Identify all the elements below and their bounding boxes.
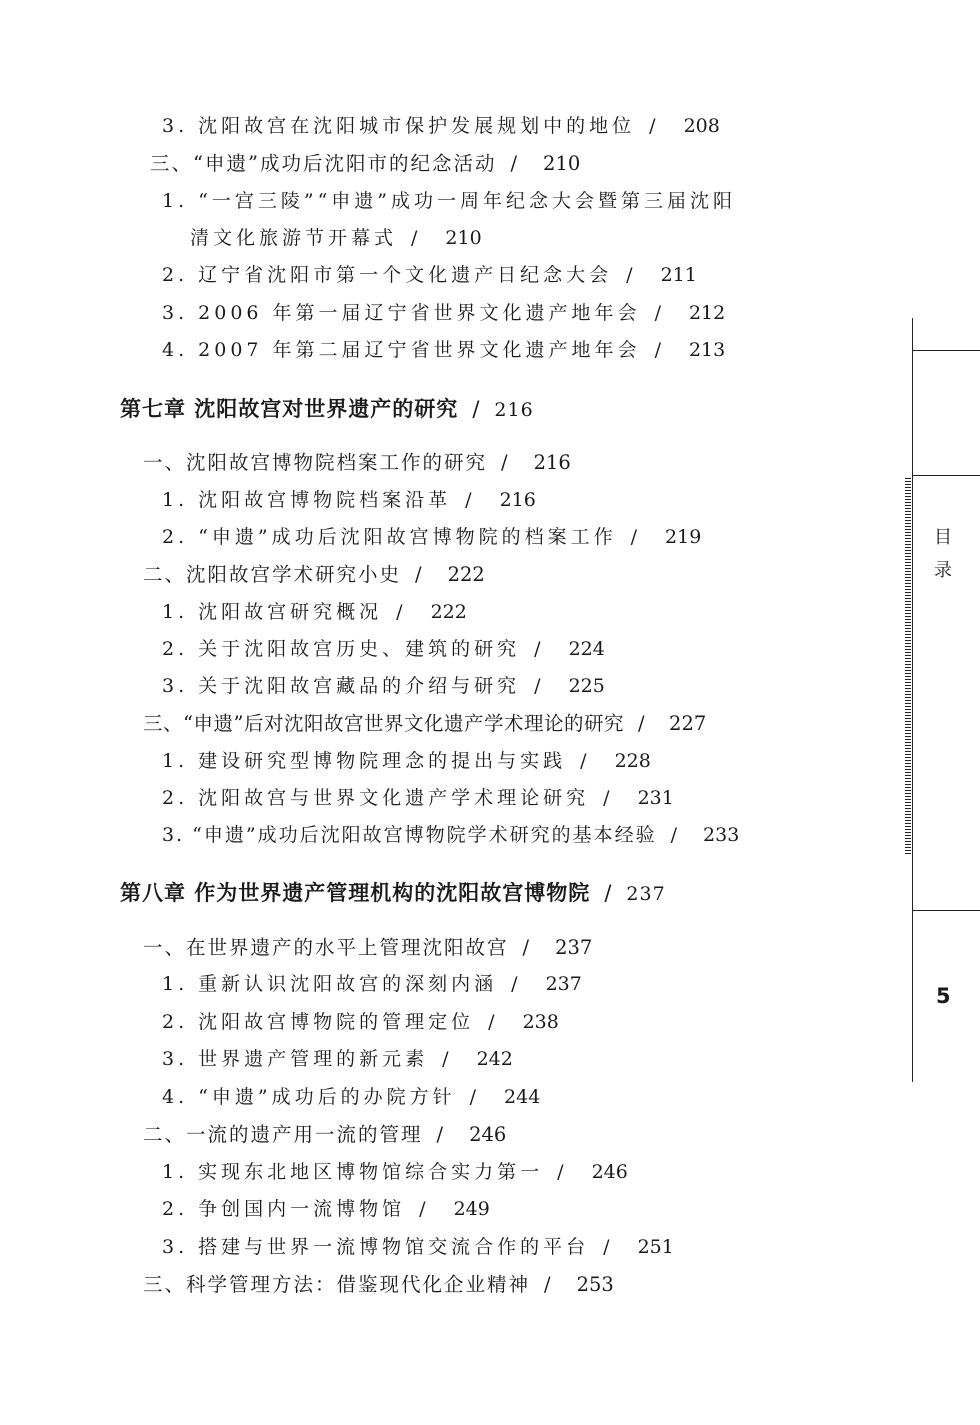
entry-text: 2. 关于沈阳故宫历史、建筑的研究: [162, 638, 521, 660]
entry-separator: /: [501, 451, 510, 474]
entry-text: 3. 世界遗产管理的新元素: [162, 1048, 429, 1070]
entry-text: 二、一流的遗产用一流的管理: [143, 1123, 423, 1146]
entry-separator: /: [557, 1161, 568, 1183]
toc-section-entry: [143, 447, 571, 475]
toc-section-entry: [143, 1269, 614, 1297]
entry-separator: /: [436, 1123, 446, 1146]
entry-separator: /: [630, 526, 642, 548]
entry-text: 3. 2006 年第一届辽宁省世界文化遗产地年会: [162, 302, 641, 324]
entry-separator: /: [603, 1236, 614, 1258]
entry-separator: /: [510, 152, 520, 175]
entry-separator: /: [604, 881, 613, 905]
entry-text: 1. 沈阳故宫研究概况: [162, 601, 383, 623]
entry-page-number: 208: [683, 115, 720, 137]
entry-page-number: 211: [660, 264, 697, 286]
entry-page-number: 216: [494, 399, 534, 421]
entry-separator: /: [396, 601, 407, 623]
toc-entry: [162, 1194, 490, 1221]
toc-entry: [162, 1232, 674, 1259]
toc-entry: [162, 969, 582, 996]
chapter-title: 第七章 沈阳故宫对世界遗产的研究: [120, 397, 459, 421]
toc-entry: [162, 746, 651, 773]
entry-text: 三、“申遗”后对沈阳故宫世界文化遗产学术理论的研究: [143, 712, 624, 735]
entry-text: 3. 沈阳故宫在沈阳城市保护发展规划中的地位: [162, 115, 636, 137]
toc-entry: [162, 634, 605, 661]
entry-page-number: 210: [445, 227, 482, 249]
entry-separator: /: [442, 1048, 453, 1070]
toc-entry: [162, 783, 674, 810]
entry-page-number: 224: [568, 638, 605, 660]
toc-entry: [162, 298, 725, 325]
entry-text: 1. 沈阳故宫博物院档案沿革: [162, 489, 452, 511]
entry-text: 1. 重新认识沈阳故宫的深刻内涵: [162, 973, 498, 995]
entry-text: 4. 2007 年第二届辽宁省世界文化遗产地年会: [162, 339, 641, 361]
entry-page-number: 222: [447, 563, 485, 586]
entry-separator: /: [544, 1273, 553, 1296]
entry-text: 3. 搭建与世界一流博物馆交流合作的平台: [162, 1236, 590, 1258]
entry-text: 二、沈阳故宫学术研究小史: [143, 563, 402, 586]
entry-page-number: 219: [665, 526, 702, 548]
entry-text: 2. 辽宁省沈阳市第一个文化遗产日纪念大会: [162, 264, 613, 286]
entry-separator: /: [626, 264, 637, 286]
entry-text: 三、科学管理方法：借鉴现代化企业精神: [143, 1273, 531, 1296]
toc-entry: [162, 1157, 628, 1184]
entry-separator: /: [472, 397, 481, 421]
entry-page-number: 210: [543, 152, 581, 175]
entry-page-number: 228: [614, 750, 651, 772]
toc-entry: [162, 671, 605, 698]
entry-page-number: 251: [637, 1236, 674, 1258]
toc-entry: [162, 1007, 559, 1034]
entry-separator: /: [488, 1011, 499, 1033]
toc-entry: [162, 186, 736, 213]
toc-entry: [162, 1082, 540, 1109]
margin-vertical-rule: [912, 318, 913, 1082]
entry-separator: /: [522, 936, 532, 959]
margin-section-label: 录: [934, 560, 952, 581]
entry-text: 1. “一宫三陵”“申遗”成功一周年纪念大会暨第三届沈阳: [162, 190, 737, 212]
toc-entry-continuation: [190, 223, 482, 250]
entry-text: 1. 建设研究型博物院理念的提出与实践: [162, 750, 567, 772]
toc-entry: [162, 485, 536, 512]
entry-page-number: 246: [469, 1123, 507, 1146]
entry-page-number: 237: [545, 973, 582, 995]
chapter-title: 第八章 作为世界遗产管理机构的沈阳故宫博物院: [120, 881, 591, 905]
entry-separator: /: [415, 563, 424, 586]
entry-page-number: 244: [504, 1086, 541, 1108]
entry-separator: /: [534, 675, 545, 697]
entry-separator: /: [419, 1198, 430, 1220]
entry-separator: /: [469, 1086, 481, 1108]
entry-separator: /: [580, 750, 591, 772]
entry-separator: /: [654, 339, 665, 361]
entry-page-number: 216: [499, 489, 536, 511]
entry-text: 2. 沈阳故宫博物院的管理定位: [162, 1011, 475, 1033]
entry-text: 2. “申遗”成功后沈阳故宫博物院的档案工作: [162, 526, 617, 548]
toc-entry: [162, 335, 725, 362]
entry-separator: /: [654, 302, 665, 324]
entry-text: 3. “申遗”成功后沈阳故宫博物院学术研究的基本经验: [162, 824, 657, 846]
entry-separator: /: [649, 115, 660, 137]
entry-page-number: 216: [533, 451, 571, 474]
entry-separator: /: [603, 787, 614, 809]
entry-page-number: 246: [591, 1161, 628, 1183]
entry-separator: /: [637, 712, 646, 735]
entry-page-number: 238: [522, 1011, 559, 1033]
chapter-heading: [120, 877, 666, 907]
entry-separator: /: [511, 973, 522, 995]
toc-section-entry: [143, 708, 706, 736]
toc-entry: [162, 1044, 513, 1071]
entry-text: 3. 关于沈阳故宫藏品的介绍与研究: [162, 675, 521, 697]
margin-section-label: 目: [934, 527, 952, 548]
margin-horizontal-rule: [912, 475, 980, 476]
toc-entry: [162, 260, 697, 287]
margin-horizontal-rule: [912, 910, 980, 911]
entry-page-number: 237: [626, 883, 666, 905]
chapter-heading: [120, 393, 534, 423]
entry-page-number: 249: [453, 1198, 490, 1220]
entry-separator: /: [411, 227, 422, 249]
entry-separator: /: [670, 824, 680, 846]
toc-entry: [162, 111, 720, 138]
entry-page-number: 225: [568, 675, 605, 697]
page-number: 5: [936, 984, 951, 1008]
entry-text: 1. 实现东北地区博物馆综合实力第一: [162, 1161, 544, 1183]
entry-text: 4. “申遗”成功后的办院方针: [162, 1086, 456, 1108]
toc-section-entry: [150, 148, 580, 176]
toc-section-entry: [143, 932, 592, 960]
entry-separator: /: [465, 489, 476, 511]
entry-page-number: 222: [430, 601, 467, 623]
entry-page-number: 253: [576, 1273, 614, 1296]
entry-page-number: 213: [688, 339, 726, 361]
entry-page-number: 233: [703, 824, 740, 846]
margin-horizontal-rule: [912, 350, 980, 351]
entry-text: 一、沈阳故宫博物院档案工作的研究: [143, 451, 488, 474]
entry-text: 清文化旅游节开幕式: [190, 227, 398, 249]
entry-text: 2. 争创国内一流博物馆: [162, 1198, 406, 1220]
toc-section-entry: [143, 1119, 506, 1147]
toc-section-entry: [143, 559, 485, 587]
entry-separator: /: [534, 638, 545, 660]
entry-page-number: 237: [555, 936, 593, 959]
entry-text: 三、“申遗”成功后沈阳市的纪念活动: [150, 152, 497, 175]
entry-page-number: 212: [688, 302, 726, 324]
toc-entry: [162, 522, 701, 549]
entry-text: 2. 沈阳故宫与世界文化遗产学术理论研究: [162, 787, 590, 809]
entry-text: 一、在世界遗产的水平上管理沈阳故宫: [143, 936, 509, 959]
margin-hatch-bar: [905, 478, 911, 856]
entry-page-number: 242: [476, 1048, 513, 1070]
entry-page-number: 231: [637, 787, 674, 809]
entry-page-number: 227: [669, 712, 707, 735]
toc-entry: [162, 820, 739, 847]
toc-entry: [162, 597, 467, 624]
